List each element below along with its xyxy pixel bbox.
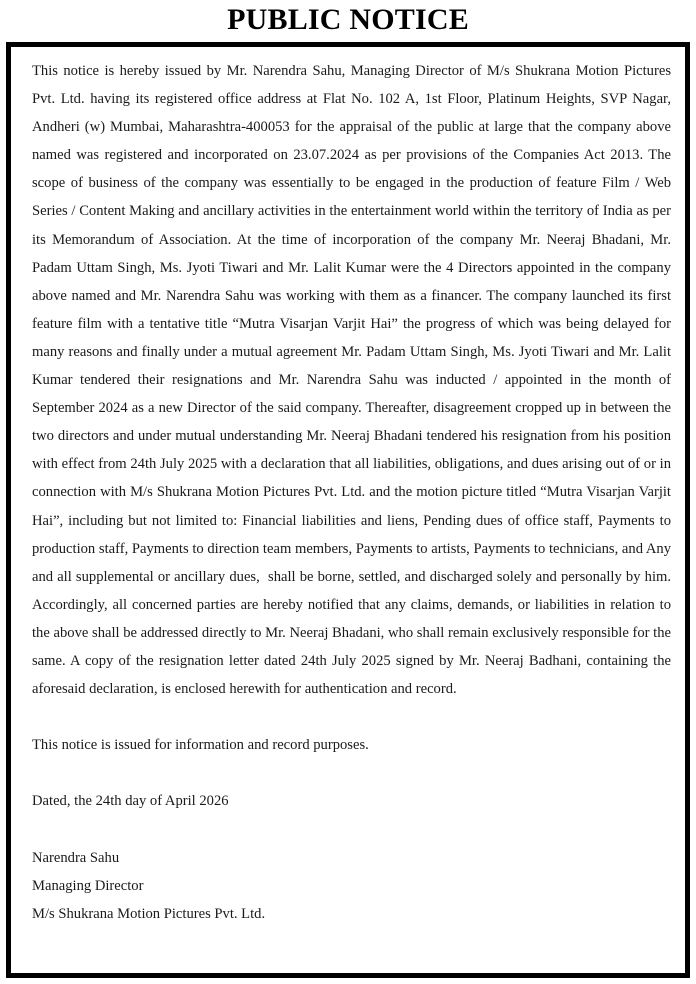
signatory-name: Narendra Sahu — [32, 849, 120, 866]
signature-block — [32, 844, 671, 928]
notice-body — [11, 47, 685, 973]
signatory-company: M/s Shukrana Motion Pictures Pvt. Ltd. — [32, 905, 266, 922]
paragraph-spacer — [32, 816, 671, 844]
page-title: PUBLIC NOTICE — [227, 3, 469, 36]
notice-main-paragraph: This notice is hereby issued by Mr. Narendra Sahu, Managing Director of M/s Shukrana Motion Pictures Pvt. Ltd. having its registered office address at Flat No. 102 A, 1st Floor, Platinum Heights, SVP Nagar, Andheri (w) Mumbai, Maharashtra-400053 for the appraisal of the public at large that the company above named was registered and incorporated on 23.07.2024 as per provisions of the Companies Act 2013. The scope of business of the company was essentially to be engaged in the production of feature Film / Web Series / Content Making and ancillary activities in the entertainment world within the territory of India as per its Memorandum of Association. At the time of incorporation of the company Mr. Neeraj Bhadani, Mr. Padam Uttam Singh, Ms. Jyoti Tiwari and Mr. Lalit Kumar were the 4 Directors appointed in the company above named and Mr. Narendra Sahu was working with them as a financer. The company launched its first feature film with a tentative title “Mutra Visarjan Varjit Hai” the progress of which was being delayed for many reasons and finally under a mutual agreement Mr. Padam Uttam Singh, Ms. Jyoti Tiwari and Mr. Lalit Kumar tendered their resignations and Mr. Narendra Sahu was inducted / appointed in the month of September 2024 as a new Director of the said company. Thereafter, disagreement cropped up in between the two directors and under mutual understanding Mr. Neeraj Bhadani tendered his resignation from his position with effect from 24th July 2025 with a declaration that all liabilities, obligations, and dues arising out of or in connection with M/s Shukrana Motion Pictures Pvt. Ltd. and the motion picture titled “Mutra Visarjan Varjit Hai”, including but not limited to: Financial liabilities and liens, Pending dues of office staff, Payments to production staff, Payments to direction team members, Payments to artists, Payments to technicians, and Any and all supplemental or ancillary dues, shall be borne, settled, and discharged solely and personally by him. Accordingly, all concerned parties are hereby notified that any claims, demands, or liabilities in relation to the above shall be addressed directly to Mr. Neeraj Bhadani, who shall remain exclusively responsible for the same. A copy of the resignation letter dated 24th July 2025 signed by Mr. Neeraj Badhani, containing the aforesaid declaration, is enclosed herewith for authentication and record. — [32, 63, 675, 698]
notice-date-line: Dated, the 24th day of April 2026 — [32, 793, 229, 810]
paragraph-spacer — [32, 703, 671, 731]
paragraph-spacer — [32, 759, 671, 787]
signatory-designation: Managing Director — [32, 877, 144, 894]
notice-border-frame — [6, 42, 690, 978]
notice-purpose-statement: This notice is issued for information and record purposes. — [32, 737, 369, 754]
